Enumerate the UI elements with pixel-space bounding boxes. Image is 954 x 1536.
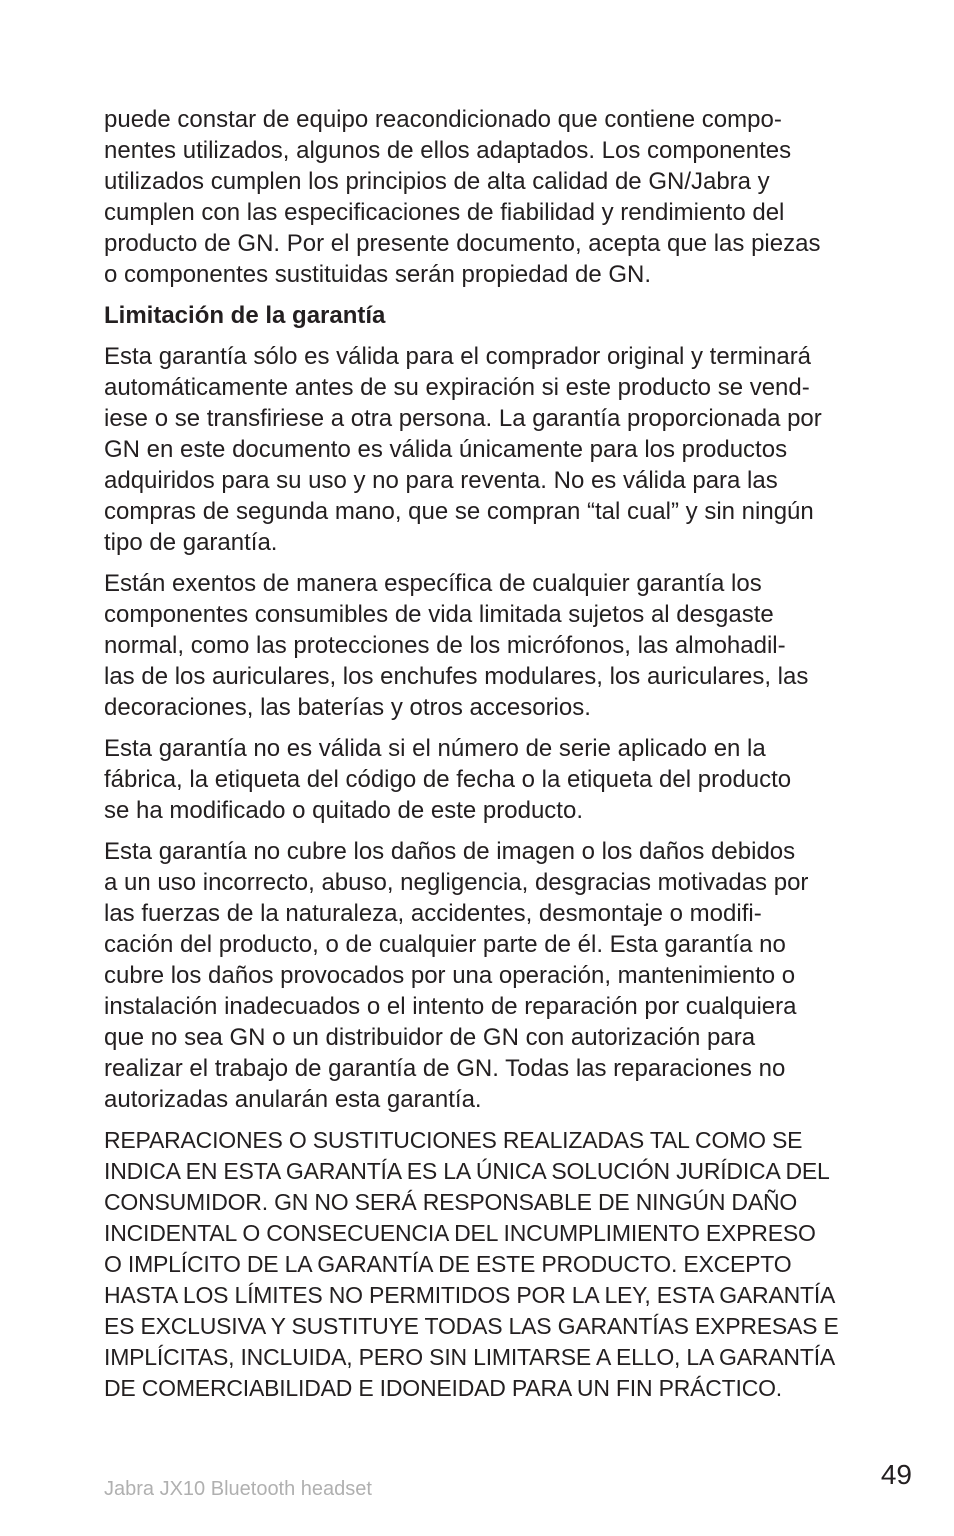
text-line: utilizados cumplen los principios de alta calidad de GN/Jabra y — [104, 168, 770, 195]
text-line: CONSUMIDOR. GN NO SERÁ RESPONSABLE DE NINGÚN DAÑO — [104, 1189, 798, 1215]
text-line: puede constar de equipo reacondicionado que contiene compo- — [104, 106, 782, 133]
paragraph-consumables — [104, 568, 856, 723]
text-line: ES EXCLUSIVA Y SUSTITUYE TODAS LAS GARANTÍAS EXPRESAS E — [104, 1313, 839, 1339]
page-content — [104, 104, 856, 1414]
text-line: se ha modificado o quitado de este producto. — [104, 797, 583, 824]
text-line: las de los auriculares, los enchufes modulares, los auriculares, las — [104, 663, 809, 690]
text-line: que no sea GN o un distribuidor de GN con autorización para — [104, 1024, 756, 1051]
text-line: Esta garantía sólo es válida para el comprador original y terminará — [104, 343, 812, 370]
paragraph-serial-number — [104, 733, 856, 826]
text-line: cubre los daños provocados por una operación, mantenimiento o — [104, 962, 796, 989]
text-line: cación del producto, o de cualquier parte de él. Esta garantía no — [104, 931, 786, 958]
section-heading: Limitación de la garantía — [104, 302, 386, 329]
text-line: adquiridos para su uso y no para reventa. No es válida para las — [104, 467, 778, 494]
text-line: compras de segunda mano, que se compran “tal cual” y sin ningún — [104, 498, 814, 525]
text-line: O IMPLÍCITO DE LA GARANTÍA DE ESTE PRODUCTO. EXCEPTO — [104, 1251, 792, 1277]
text-line: componentes consumibles de vida limitada sujetos al desgaste — [104, 601, 774, 628]
footer-product-name: Jabra JX10 Bluetooth headset — [104, 1478, 372, 1500]
text-line: instalación inadecuados o el intento de reparación por cualquiera — [104, 993, 797, 1020]
text-line: fábrica, la etiqueta del código de fecha o la etiqueta del producto — [104, 766, 792, 793]
text-line: a un uso incorrecto, abuso, negligencia, desgracias motivadas por — [104, 869, 809, 896]
text-line: Están exentos de manera específica de cualquier garantía los — [104, 570, 762, 597]
paragraph-disclaimer-caps — [104, 1125, 856, 1404]
text-line: HASTA LOS LÍMITES NO PERMITIDOS POR LA LEY, ESTA GARANTÍA — [104, 1282, 836, 1308]
page-number: 49 — [880, 1459, 912, 1490]
text-line: realizar el trabajo de garantía de GN. Todas las reparaciones no — [104, 1055, 786, 1082]
text-line: Esta garantía no es válida si el número de serie aplicado en la — [104, 735, 766, 762]
text-line: IMPLÍCITAS, INCLUIDA, PERO SIN LIMITARSE A ELLO, LA GARANTÍA — [104, 1344, 836, 1370]
text-line: las fuerzas de la naturaleza, accidentes, desmontaje o modifi- — [104, 900, 762, 927]
text-line: REPARACIONES O SUSTITUCIONES REALIZADAS TAL COMO SE — [104, 1127, 803, 1153]
text-line: tipo de garantía. — [104, 529, 278, 556]
paragraph-original-buyer — [104, 341, 856, 558]
text-line: cumplen con las especificaciones de fiabilidad y rendimiento del — [104, 199, 785, 226]
paragraph-refurbished — [104, 104, 856, 290]
text-line: nentes utilizados, algunos de ellos adaptados. Los componentes — [104, 137, 792, 164]
text-line: producto de GN. Por el presente documento, acepta que las piezas — [104, 230, 821, 257]
text-line: Esta garantía no cubre los daños de imagen o los daños debidos — [104, 838, 796, 865]
text-line: normal, como las protecciones de los micrófonos, las almohadil- — [104, 632, 786, 659]
text-line: o componentes sustituidas serán propiedad de GN. — [104, 261, 651, 288]
text-line: decoraciones, las baterías y otros accesorios. — [104, 694, 591, 721]
text-line: automáticamente antes de su expiración si este producto se vend- — [104, 374, 810, 401]
text-line: autorizadas anularán esta garantía. — [104, 1086, 482, 1113]
text-line: INCIDENTAL O CONSECUENCIA DEL INCUMPLIMIENTO EXPRESO — [104, 1220, 816, 1246]
text-line: GN en este documento es válida únicamente para los productos — [104, 436, 788, 463]
text-line: iese o se transfiriese a otra persona. La garantía proporcionada por — [104, 405, 822, 432]
text-line: INDICA EN ESTA GARANTÍA ES LA ÚNICA SOLUCIÓN JURÍDICA DEL — [104, 1158, 830, 1184]
paragraph-damages — [104, 836, 856, 1115]
text-line: DE COMERCIABILIDAD E IDONEIDAD PARA UN FIN PRÁCTICO. — [104, 1375, 782, 1401]
